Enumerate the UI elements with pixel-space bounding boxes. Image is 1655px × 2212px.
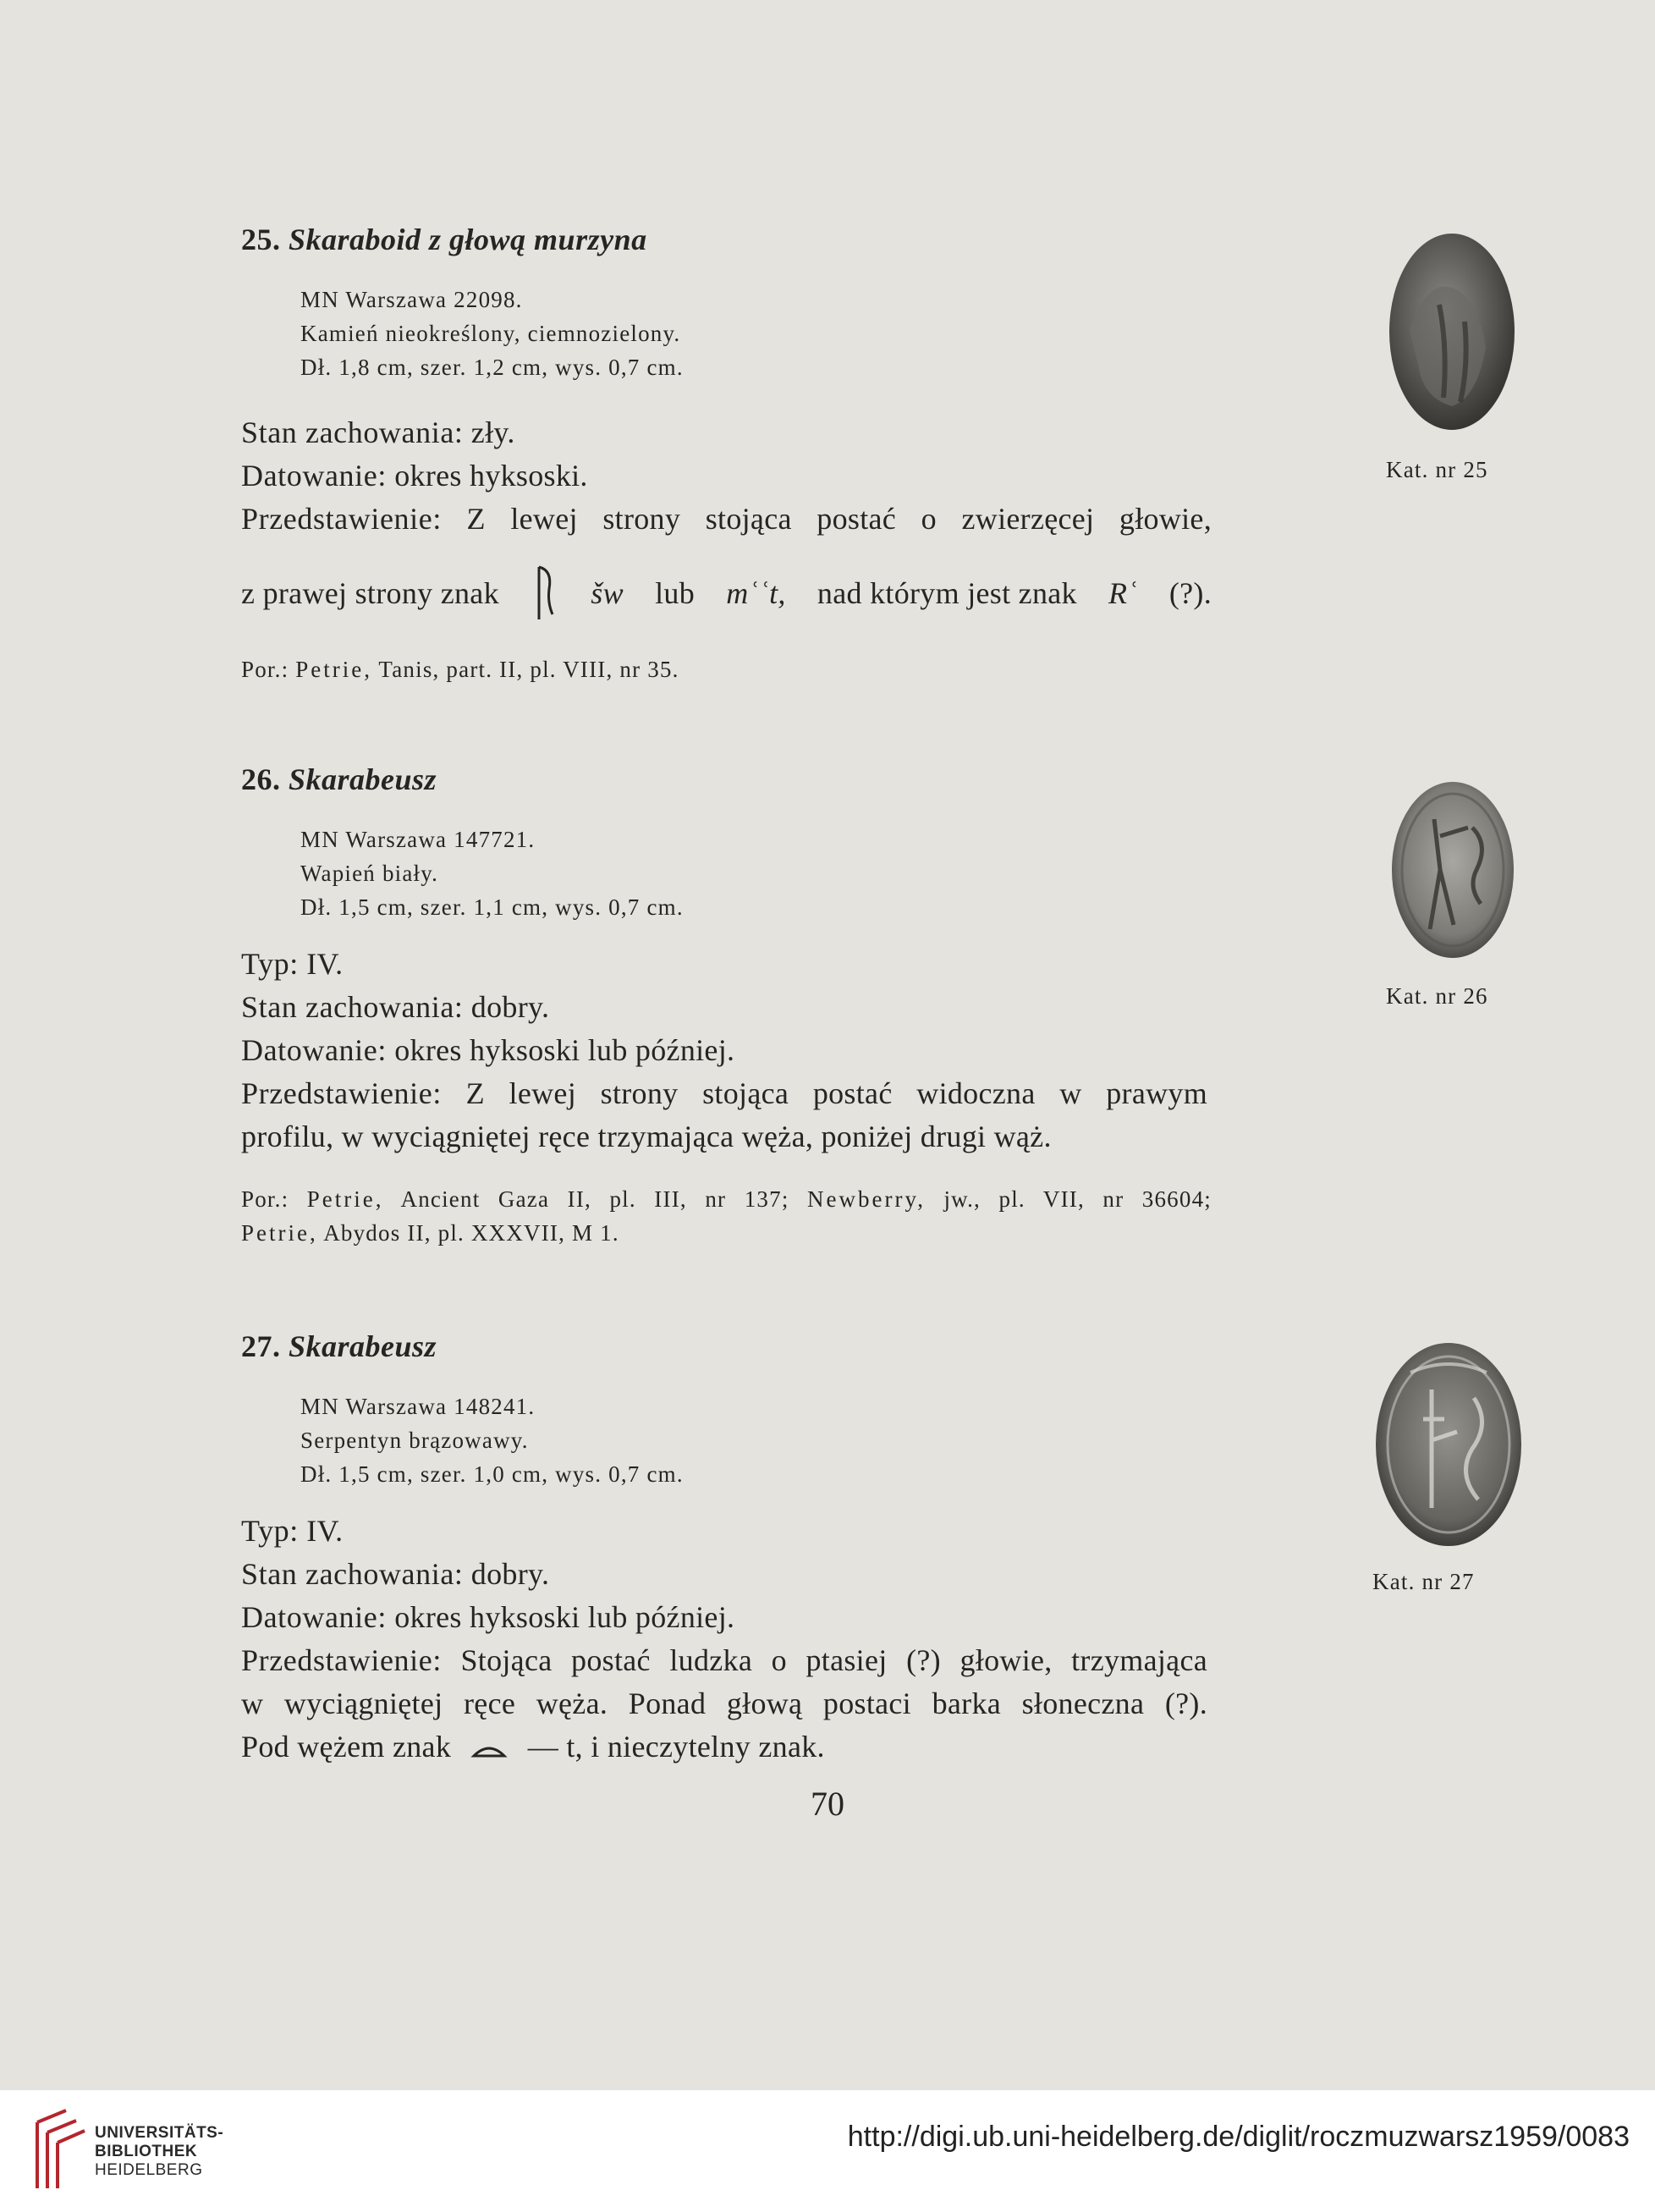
inventory-number: MN Warszawa 148241. <box>300 1394 536 1419</box>
dating-line: Datowanie: okres hyksoski lub później. <box>241 1033 735 1067</box>
depiction-line: Przedstawienie: Z lewej strony stojąca postać o zwierzęcej głowie, <box>241 502 1212 536</box>
depiction-line-2: w wyciągniętej ręce węża. Ponad głową postaci barka słoneczna (?). <box>241 1687 1207 1720</box>
scarab-photo-25 <box>1384 228 1520 436</box>
entry-title: Skarabeusz <box>289 1329 437 1363</box>
dimensions: Dł. 1,5 cm, szer. 1,1 cm, wys. 0,7 cm. <box>300 894 684 920</box>
reference-author: Newberry, <box>807 1186 926 1212</box>
scarab-photo-27 <box>1372 1339 1525 1550</box>
type-line: Typ: IV. <box>241 1514 344 1548</box>
entry-description <box>241 943 1240 1158</box>
entry-metadata <box>300 283 1240 384</box>
material: Kamień nieokreślony, ciemnozielony. <box>300 321 681 346</box>
hieroglyph-sw-icon <box>531 564 559 623</box>
permalink-url[interactable]: http://digi.ub.uni-heidelberg.de/diglit/roczmuzwarsz1959/0083 <box>847 2121 1630 2153</box>
condition-line: Stan zachowania: dobry. <box>241 1557 550 1591</box>
material: Serpentyn brązowawy. <box>300 1428 529 1453</box>
figure-caption: Kat. nr 26 <box>1386 983 1488 1009</box>
dating-line: Datowanie: okres hyksoski lub później. <box>241 1600 735 1634</box>
catalog-entry-26 <box>241 762 1240 1250</box>
page-number: 70 <box>811 1785 844 1823</box>
inventory-number: MN Warszawa 22098. <box>300 287 523 312</box>
entry-title: Skarabeusz <box>289 762 437 796</box>
inventory-number: MN Warszawa 147721. <box>300 827 536 852</box>
condition-line: Stan zachowania: dobry. <box>241 990 550 1024</box>
reference-author: Petrie, <box>306 1186 384 1212</box>
viewer-footer <box>0 2090 1655 2212</box>
dimensions: Dł. 1,5 cm, szer. 1,0 cm, wys. 0,7 cm. <box>300 1461 684 1487</box>
entry-description <box>241 411 1240 627</box>
depiction-line-2: profilu, w wyciągniętej ręce trzymająca węża, poniżej drugi wąż. <box>241 1120 1052 1153</box>
condition-line: Stan zachowania: zły. <box>241 415 515 449</box>
depiction-line: Przedstawienie: Z lewej strony stojąca postać widoczna w prawym <box>241 1076 1207 1110</box>
scarab-photo-26 <box>1388 777 1519 963</box>
figure-caption: Kat. nr 25 <box>1386 457 1488 482</box>
entry-number: 27. <box>241 1329 281 1363</box>
entry-title: Skaraboid z głową murzyna <box>289 223 647 256</box>
reference-author: Petrie, <box>241 1220 318 1246</box>
catalog-entry-25 <box>241 222 1240 686</box>
entry-number: 25. <box>241 223 281 256</box>
catalog-entry-27 <box>241 1329 1240 1769</box>
dating-line: Datowanie: okres hyksoski. <box>241 459 588 492</box>
dimensions: Dł. 1,8 cm, szer. 1,2 cm, wys. 0,7 cm. <box>300 355 684 380</box>
entry-number: 26. <box>241 762 281 796</box>
type-line: Typ: IV. <box>241 947 344 981</box>
depiction-line-2: z prawej strony znak šw lub mʿʿt, nad którym jest znak Rʿ (?). <box>241 559 1212 627</box>
entry-description <box>241 1510 1240 1769</box>
depiction-line: Przedstawienie: Stojąca postać ludzka o ptasiej (?) głowie, trzymająca <box>241 1643 1207 1677</box>
depiction-line-3: Pod wężem znak — t, i nieczytelny znak. <box>241 1730 825 1764</box>
library-name: UNIVERSITÄTS- BIBLIOTHEK HEIDELBERG <box>95 2124 224 2179</box>
university-library-logo-icon <box>25 2107 86 2192</box>
hieroglyph-t-icon <box>470 1741 508 1759</box>
reference-author: Petrie, <box>295 657 372 682</box>
entry-metadata <box>300 1389 1240 1491</box>
entry-heading <box>241 1329 1240 1364</box>
references: Por.: Petrie, Tanis, part. II, pl. VIII, nr 35. <box>241 657 679 682</box>
entry-heading <box>241 222 1240 257</box>
entry-heading <box>241 762 1240 797</box>
references: Por.: Petrie, Ancient Gaza II, pl. III, nr 137; Newberry, jw., pl. VII, nr 36604; Petrie, Abydos II, pl. XXXVII, M 1. <box>241 1186 1212 1246</box>
material: Wapień biały. <box>300 861 439 886</box>
figure-caption: Kat. nr 27 <box>1372 1569 1475 1594</box>
entry-metadata <box>300 823 1240 924</box>
